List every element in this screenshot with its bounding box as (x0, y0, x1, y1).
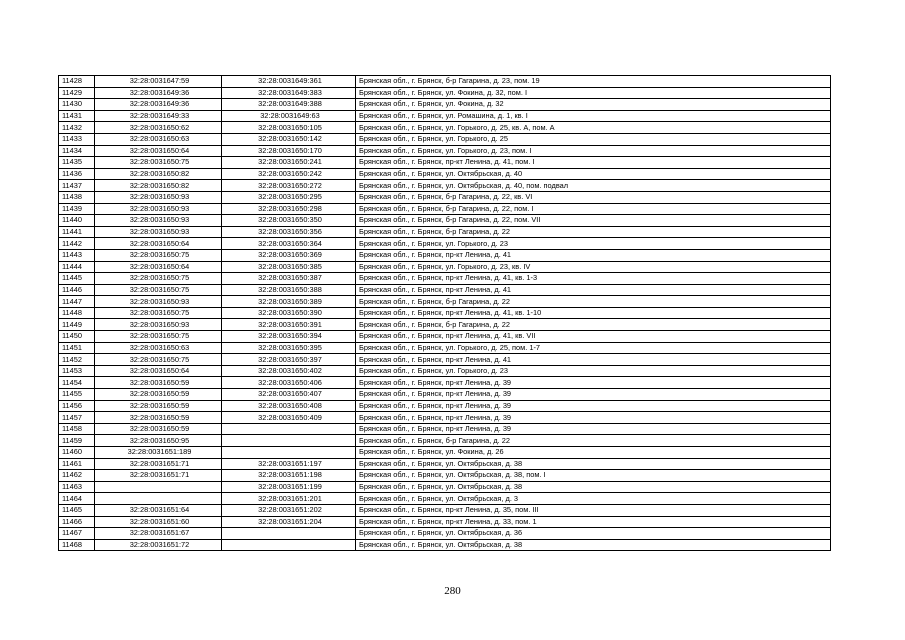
row-number-cell: 11443 (59, 249, 95, 261)
table-row (59, 354, 831, 366)
row-number-cell: 11428 (59, 76, 95, 88)
row-number-cell: 11455 (59, 389, 95, 401)
row-number-cell: 11435 (59, 157, 95, 169)
address-cell: Брянская обл., г. Брянск, ул. Октябрьская, д. 38 (356, 539, 831, 551)
row-number-cell: 11439 (59, 203, 95, 215)
row-number-cell: 11459 (59, 435, 95, 447)
table-row (59, 215, 831, 227)
address-cell: Брянская обл., г. Брянск, б-р Гагарина, д. 22 (356, 296, 831, 308)
registry-table-body (59, 76, 831, 551)
object-cadastral-cell: 32:28:0031650:142 (222, 133, 356, 145)
address-cell: Брянская обл., г. Брянск, пр-кт Ленина, д. 33, пом. 1 (356, 516, 831, 528)
table-row (59, 157, 831, 169)
address-cell: Брянская обл., г. Брянск, пр-кт Ленина, д. 39 (356, 389, 831, 401)
address-cell: Брянская обл., г. Брянск, б-р Гагарина, д. 22, кв. VI (356, 191, 831, 203)
object-cadastral-cell (222, 423, 356, 435)
table-row (59, 516, 831, 528)
row-number-cell: 11441 (59, 226, 95, 238)
table-row (59, 273, 831, 285)
object-cadastral-cell: 32:28:0031650:407 (222, 389, 356, 401)
parcel-cadastral-cell: 32:28:0031649:36 (95, 99, 222, 111)
object-cadastral-cell: 32:28:0031650:408 (222, 400, 356, 412)
row-number-cell: 11436 (59, 168, 95, 180)
address-cell: Брянская обл., г. Брянск, б-р Гагарина, д. 23, пом. 19 (356, 76, 831, 88)
object-cadastral-cell: 32:28:0031649:361 (222, 76, 356, 88)
table-row (59, 133, 831, 145)
object-cadastral-cell: 32:28:0031650:388 (222, 284, 356, 296)
row-number-cell: 11451 (59, 342, 95, 354)
parcel-cadastral-cell: 32:28:0031650:59 (95, 389, 222, 401)
table-row (59, 87, 831, 99)
table-row (59, 539, 831, 551)
table-row (59, 110, 831, 122)
table-row (59, 447, 831, 459)
table-row (59, 342, 831, 354)
object-cadastral-cell: 32:28:0031650:389 (222, 296, 356, 308)
address-cell: Брянская обл., г. Брянск, пр-кт Ленина, д. 35, пом. III (356, 504, 831, 516)
object-cadastral-cell (222, 447, 356, 459)
parcel-cadastral-cell: 32:28:0031650:62 (95, 122, 222, 134)
row-number-cell: 11458 (59, 423, 95, 435)
address-cell: Брянская обл., г. Брянск, ул. Горького, д. 23 (356, 365, 831, 377)
row-number-cell: 11449 (59, 319, 95, 331)
object-cadastral-cell: 32:28:0031650:241 (222, 157, 356, 169)
table-row (59, 76, 831, 88)
address-cell: Брянская обл., г. Брянск, ул. Октябрьская, д. 3 (356, 493, 831, 505)
address-cell: Брянская обл., г. Брянск, пр-кт Ленина, д. 39 (356, 400, 831, 412)
parcel-cadastral-cell (95, 481, 222, 493)
object-cadastral-cell: 32:28:0031650:385 (222, 261, 356, 273)
parcel-cadastral-cell: 32:28:0031650:75 (95, 354, 222, 366)
row-number-cell: 11453 (59, 365, 95, 377)
object-cadastral-cell: 32:28:0031650:170 (222, 145, 356, 157)
object-cadastral-cell: 32:28:0031651:201 (222, 493, 356, 505)
table-row (59, 307, 831, 319)
parcel-cadastral-cell: 32:28:0031650:82 (95, 180, 222, 192)
table-row (59, 284, 831, 296)
row-number-cell: 11468 (59, 539, 95, 551)
address-cell: Брянская обл., г. Брянск, пр-кт Ленина, д. 41, кв. 1-3 (356, 273, 831, 285)
parcel-cadastral-cell: 32:28:0031650:63 (95, 133, 222, 145)
address-cell: Брянская обл., г. Брянск, ул. Горького, д. 23, кв. IV (356, 261, 831, 273)
row-number-cell: 11446 (59, 284, 95, 296)
parcel-cadastral-cell: 32:28:0031651:67 (95, 528, 222, 540)
address-cell: Брянская обл., г. Брянск, б-р Гагарина, д. 22 (356, 226, 831, 238)
address-cell: Брянская обл., г. Брянск, ул. Фокина, д. 32 (356, 99, 831, 111)
parcel-cadastral-cell: 32:28:0031650:75 (95, 307, 222, 319)
object-cadastral-cell: 32:28:0031650:395 (222, 342, 356, 354)
table-row (59, 191, 831, 203)
object-cadastral-cell: 32:28:0031650:356 (222, 226, 356, 238)
row-number-cell: 11444 (59, 261, 95, 273)
parcel-cadastral-cell: 32:28:0031651:60 (95, 516, 222, 528)
address-cell: Брянская обл., г. Брянск, пр-кт Ленина, д. 41, кв. 1-10 (356, 307, 831, 319)
object-cadastral-cell: 32:28:0031650:402 (222, 365, 356, 377)
address-cell: Брянская обл., г. Брянск, ул. Октябрьская, д. 38 (356, 481, 831, 493)
row-number-cell: 11463 (59, 481, 95, 493)
registry-table (58, 75, 831, 551)
table-row (59, 203, 831, 215)
address-cell: Брянская обл., г. Брянск, ул. Октябрьская, д. 38 (356, 458, 831, 470)
object-cadastral-cell: 32:28:0031651:198 (222, 470, 356, 482)
table-row (59, 99, 831, 111)
parcel-cadastral-cell: 32:28:0031650:93 (95, 203, 222, 215)
address-cell: Брянская обл., г. Брянск, ул. Горького, д. 23 (356, 238, 831, 250)
parcel-cadastral-cell: 32:28:0031650:64 (95, 261, 222, 273)
table-row (59, 122, 831, 134)
object-cadastral-cell: 32:28:0031651:199 (222, 481, 356, 493)
parcel-cadastral-cell: 32:28:0031650:82 (95, 168, 222, 180)
address-cell: Брянская обл., г. Брянск, ул. Горького, д. 25, кв. А, пом. А (356, 122, 831, 134)
address-cell: Брянская обл., г. Брянск, б-р Гагарина, д. 22, пом. VII (356, 215, 831, 227)
parcel-cadastral-cell: 32:28:0031650:75 (95, 284, 222, 296)
address-cell: Брянская обл., г. Брянск, пр-кт Ленина, д. 39 (356, 423, 831, 435)
parcel-cadastral-cell: 32:28:0031650:64 (95, 145, 222, 157)
address-cell: Брянская обл., г. Брянск, ул. Горького, д. 25 (356, 133, 831, 145)
address-cell: Брянская обл., г. Брянск, пр-кт Ленина, д. 39 (356, 377, 831, 389)
table-row (59, 389, 831, 401)
table-row (59, 319, 831, 331)
object-cadastral-cell: 32:28:0031650:364 (222, 238, 356, 250)
parcel-cadastral-cell: 32:28:0031651:71 (95, 458, 222, 470)
row-number-cell: 11433 (59, 133, 95, 145)
parcel-cadastral-cell: 32:28:0031649:33 (95, 110, 222, 122)
address-cell: Брянская обл., г. Брянск, пр-кт Ленина, д. 41, кв. VII (356, 331, 831, 343)
row-number-cell: 11452 (59, 354, 95, 366)
table-row (59, 331, 831, 343)
parcel-cadastral-cell: 32:28:0031650:59 (95, 377, 222, 389)
object-cadastral-cell: 32:28:0031650:105 (222, 122, 356, 134)
row-number-cell: 11448 (59, 307, 95, 319)
address-cell: Брянская обл., г. Брянск, б-р Гагарина, д. 22 (356, 319, 831, 331)
table-row (59, 504, 831, 516)
address-cell: Брянская обл., г. Брянск, ул. Октябрьская, д. 36 (356, 528, 831, 540)
object-cadastral-cell (222, 435, 356, 447)
table-row (59, 365, 831, 377)
object-cadastral-cell: 32:28:0031650:298 (222, 203, 356, 215)
address-cell: Брянская обл., г. Брянск, ул. Фокина, д. 32, пом. I (356, 87, 831, 99)
parcel-cadastral-cell: 32:28:0031650:95 (95, 435, 222, 447)
object-cadastral-cell: 32:28:0031650:409 (222, 412, 356, 424)
row-number-cell: 11466 (59, 516, 95, 528)
address-cell: Брянская обл., г. Брянск, пр-кт Ленина, д. 41, пом. I (356, 157, 831, 169)
row-number-cell: 11434 (59, 145, 95, 157)
object-cadastral-cell: 32:28:0031650:369 (222, 249, 356, 261)
row-number-cell: 11430 (59, 99, 95, 111)
parcel-cadastral-cell: 32:28:0031650:64 (95, 365, 222, 377)
row-number-cell: 11454 (59, 377, 95, 389)
table-row (59, 435, 831, 447)
row-number-cell: 11460 (59, 447, 95, 459)
object-cadastral-cell: 32:28:0031651:204 (222, 516, 356, 528)
object-cadastral-cell: 32:28:0031651:202 (222, 504, 356, 516)
table-row (59, 377, 831, 389)
table-row (59, 400, 831, 412)
row-number-cell: 11432 (59, 122, 95, 134)
parcel-cadastral-cell: 32:28:0031650:93 (95, 226, 222, 238)
parcel-cadastral-cell: 32:28:0031650:63 (95, 342, 222, 354)
parcel-cadastral-cell: 32:28:0031651:189 (95, 447, 222, 459)
object-cadastral-cell: 32:28:0031650:391 (222, 319, 356, 331)
address-cell: Брянская обл., г. Брянск, ул. Октябрьская, д. 38, пом. I (356, 470, 831, 482)
parcel-cadastral-cell: 32:28:0031650:93 (95, 191, 222, 203)
page-number: 280 (444, 585, 461, 597)
row-number-cell: 11445 (59, 273, 95, 285)
address-cell: Брянская обл., г. Брянск, пр-кт Ленина, д. 41 (356, 284, 831, 296)
table-row (59, 226, 831, 238)
parcel-cadastral-cell: 32:28:0031647:59 (95, 76, 222, 88)
table-row (59, 458, 831, 470)
address-cell: Брянская обл., г. Брянск, ул. Октябрьская, д. 40 (356, 168, 831, 180)
table-row (59, 238, 831, 250)
table-row (59, 481, 831, 493)
object-cadastral-cell: 32:28:0031649:63 (222, 110, 356, 122)
table-row (59, 423, 831, 435)
parcel-cadastral-cell: 32:28:0031650:59 (95, 412, 222, 424)
row-number-cell: 11461 (59, 458, 95, 470)
object-cadastral-cell: 32:28:0031650:406 (222, 377, 356, 389)
address-cell: Брянская обл., г. Брянск, пр-кт Ленина, д. 41 (356, 354, 831, 366)
object-cadastral-cell: 32:28:0031650:394 (222, 331, 356, 343)
parcel-cadastral-cell: 32:28:0031651:72 (95, 539, 222, 551)
parcel-cadastral-cell: 32:28:0031650:59 (95, 423, 222, 435)
row-number-cell: 11464 (59, 493, 95, 505)
table-row (59, 412, 831, 424)
parcel-cadastral-cell (95, 493, 222, 505)
address-cell: Брянская обл., г. Брянск, ул. Ромашина, д. 1, кв. I (356, 110, 831, 122)
parcel-cadastral-cell: 32:28:0031649:36 (95, 87, 222, 99)
row-number-cell: 11450 (59, 331, 95, 343)
parcel-cadastral-cell: 32:28:0031650:75 (95, 273, 222, 285)
parcel-cadastral-cell: 32:28:0031650:93 (95, 215, 222, 227)
object-cadastral-cell: 32:28:0031650:387 (222, 273, 356, 285)
table-row (59, 528, 831, 540)
row-number-cell: 11456 (59, 400, 95, 412)
row-number-cell: 11465 (59, 504, 95, 516)
object-cadastral-cell: 32:28:0031650:350 (222, 215, 356, 227)
address-cell: Брянская обл., г. Брянск, пр-кт Ленина, д. 39 (356, 412, 831, 424)
row-number-cell: 11457 (59, 412, 95, 424)
table-row (59, 145, 831, 157)
table-row (59, 296, 831, 308)
row-number-cell: 11431 (59, 110, 95, 122)
object-cadastral-cell: 32:28:0031650:295 (222, 191, 356, 203)
address-cell: Брянская обл., г. Брянск, б-р Гагарина, д. 22, пом. I (356, 203, 831, 215)
table-row (59, 493, 831, 505)
object-cadastral-cell: 32:28:0031649:388 (222, 99, 356, 111)
parcel-cadastral-cell: 32:28:0031650:64 (95, 238, 222, 250)
row-number-cell: 11442 (59, 238, 95, 250)
address-cell: Брянская обл., г. Брянск, пр-кт Ленина, д. 41 (356, 249, 831, 261)
object-cadastral-cell: 32:28:0031651:197 (222, 458, 356, 470)
object-cadastral-cell: 32:28:0031650:272 (222, 180, 356, 192)
row-number-cell: 11437 (59, 180, 95, 192)
parcel-cadastral-cell: 32:28:0031650:75 (95, 157, 222, 169)
row-number-cell: 11447 (59, 296, 95, 308)
table-row (59, 180, 831, 192)
address-cell: Брянская обл., г. Брянск, ул. Октябрьская, д. 40, пом. подвал (356, 180, 831, 192)
table-row (59, 261, 831, 273)
row-number-cell: 11438 (59, 191, 95, 203)
object-cadastral-cell (222, 539, 356, 551)
parcel-cadastral-cell: 32:28:0031650:59 (95, 400, 222, 412)
parcel-cadastral-cell: 32:28:0031650:93 (95, 319, 222, 331)
object-cadastral-cell: 32:28:0031649:383 (222, 87, 356, 99)
table-row (59, 168, 831, 180)
parcel-cadastral-cell: 32:28:0031650:93 (95, 296, 222, 308)
table-row (59, 470, 831, 482)
parcel-cadastral-cell: 32:28:0031651:71 (95, 470, 222, 482)
address-cell: Брянская обл., г. Брянск, ул. Горького, д. 25, пом. 1-7 (356, 342, 831, 354)
object-cadastral-cell: 32:28:0031650:242 (222, 168, 356, 180)
table-row (59, 249, 831, 261)
row-number-cell: 11467 (59, 528, 95, 540)
parcel-cadastral-cell: 32:28:0031651:64 (95, 504, 222, 516)
row-number-cell: 11440 (59, 215, 95, 227)
object-cadastral-cell: 32:28:0031650:397 (222, 354, 356, 366)
parcel-cadastral-cell: 32:28:0031650:75 (95, 249, 222, 261)
address-cell: Брянская обл., г. Брянск, ул. Горького, д. 23, пом. I (356, 145, 831, 157)
object-cadastral-cell (222, 528, 356, 540)
address-cell: Брянская обл., г. Брянск, ул. Фокина, д. 26 (356, 447, 831, 459)
address-cell: Брянская обл., г. Брянск, б-р Гагарина, д. 22 (356, 435, 831, 447)
row-number-cell: 11429 (59, 87, 95, 99)
row-number-cell: 11462 (59, 470, 95, 482)
object-cadastral-cell: 32:28:0031650:390 (222, 307, 356, 319)
parcel-cadastral-cell: 32:28:0031650:75 (95, 331, 222, 343)
